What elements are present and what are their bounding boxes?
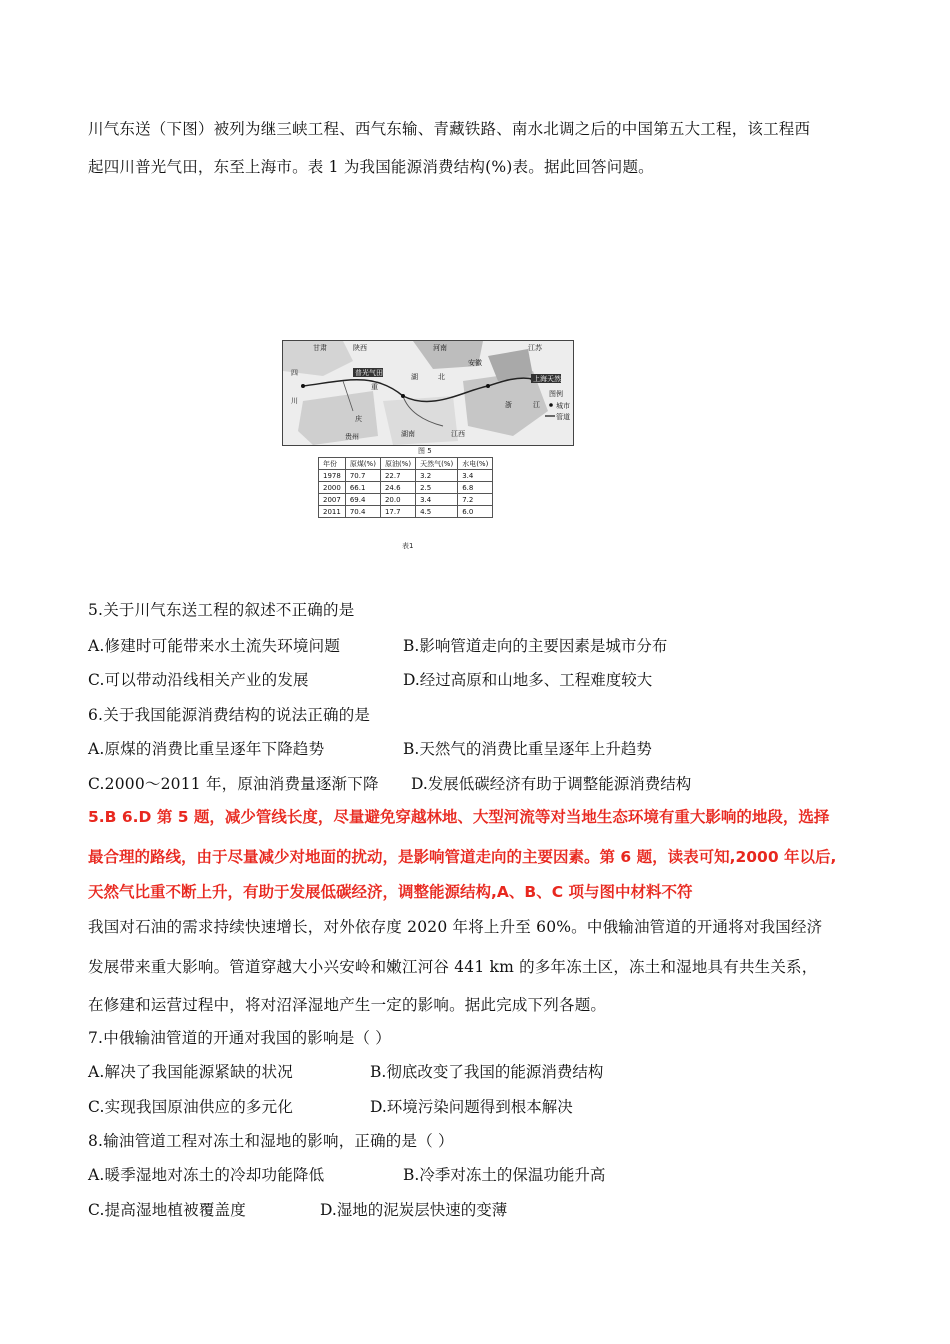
table-cell: 7.2: [458, 494, 493, 506]
pipeline-map: [282, 340, 574, 446]
map-caption: 图 5: [418, 447, 432, 455]
table-row: [319, 494, 493, 506]
q7-option-d: D.环境污染问题得到根本解决: [370, 1098, 573, 1116]
map-label-puguang: 普光气田: [355, 369, 383, 377]
table-cell: 69.4: [345, 494, 380, 506]
q6-option-a: A.原煤的消费比重呈逐年下降趋势: [88, 740, 325, 758]
map-label-anhui: 安徽: [468, 359, 482, 367]
table-cell: 3.2: [416, 470, 458, 482]
map-label-shanghai: 上海天然: [533, 375, 561, 383]
table-cell: 2007: [319, 494, 346, 506]
map-label-shaanxi: 陕西: [353, 344, 367, 352]
q6-option-b: B.天然气的消费比重呈逐年上升趋势: [403, 740, 652, 758]
q7-option-a: A.解决了我国能源紧缺的状况: [88, 1063, 293, 1081]
map-label-guizhou: 贵州: [345, 433, 359, 441]
q6-stem: 6.关于我国能源消费结构的说法正确的是: [88, 706, 371, 724]
table-cell: 20.0: [380, 494, 415, 506]
answer-line-3: 天然气比重不断上升，有助于发展低碳经济，调整能源结构,A、B、C 项与图中材料不符: [88, 883, 693, 901]
q7-option-c: C.实现我国原油供应的多元化: [88, 1098, 294, 1116]
q7-stem: 7.中俄输油管道的开通对我国的影响是（ ）: [88, 1029, 391, 1047]
table-cell: 66.1: [345, 482, 380, 494]
q5-option-c: C.可以带动沿线相关产业的发展: [88, 671, 309, 689]
map-label-gansu: 甘肃: [313, 344, 327, 352]
answer-line-2: 最合理的路线，由于尽量减少对地面的扰动，是影响管道走向的主要因素。第 6 题，读表可知,2000 年以后,: [88, 848, 837, 866]
table-row: [319, 470, 493, 482]
q8-stem: 8.输油管道工程对冻土和湿地的影响，正确的是（ ）: [88, 1132, 454, 1150]
map-label-zhejiang-2: 江: [533, 401, 540, 409]
map-label-sichuan-2: 川: [291, 397, 298, 405]
q5-option-a: A.修建时可能带来水土流失环境问题: [88, 637, 341, 655]
map-label-jiangxi: 江西: [451, 430, 465, 438]
table-cell: 4.5: [416, 506, 458, 518]
table-cell: 22.7: [380, 470, 415, 482]
table-row: [319, 506, 493, 518]
map-legend-city: 城市: [556, 402, 570, 410]
map-graphic: [283, 341, 573, 445]
intro-line-2: 起四川普光气田，东至上海市。表 1 为我国能源消费结构(%)表。据此回答问题。: [88, 158, 654, 176]
intro-line-1: 川气东送（下图）被列为继三峡工程、西气东输、青藏铁路、南水北调之后的中国第五大工程，该工程西: [88, 120, 811, 138]
q6-option-d: D.发展低碳经济有助于调整能源消费结构: [411, 775, 692, 793]
table-header: 水电(%): [458, 458, 493, 470]
q8-option-c: C.提高湿地植被覆盖度: [88, 1201, 246, 1219]
q7-option-b: B.彻底改变了我国的能源消费结构: [370, 1063, 604, 1081]
map-legend-pipe: 管道: [556, 413, 570, 421]
map-label-sichuan-1: 四: [291, 369, 298, 377]
passage2-line-3: 在修建和运营过程中，将对沼泽湿地产生一定的影响。据此完成下列各题。: [88, 996, 607, 1014]
table-header: 年份: [319, 458, 346, 470]
map-legend-title: 图例: [549, 390, 563, 398]
table-row: [319, 482, 493, 494]
map-label-hubei-1: 湖: [411, 373, 418, 381]
q5-option-d: D.经过高原和山地多、工程难度较大: [403, 671, 653, 689]
map-label-zhejiang-1: 浙: [505, 401, 512, 409]
map-label-hunan: 湖南: [401, 430, 415, 438]
table-cell: 2011: [319, 506, 346, 518]
table-header: 天然气(%): [416, 458, 458, 470]
answer-line-1: 5.B 6.D 第 5 题，减少管线长度，尽量避免穿越林地、大型河流等对当地生态环境有重大影响的地段，选择: [88, 808, 830, 826]
table-cell: 6.8: [458, 482, 493, 494]
passage2-line-1: 我国对石油的需求持续快速增长，对外依存度 2020 年将上升至 60%。中俄输油管道的开通将对我国经济: [88, 918, 823, 936]
table-cell: 24.6: [380, 482, 415, 494]
passage2-line-2: 发展带来重大影响。管道穿越大小兴安岭和嫩江河谷 441 km 的多年冻土区，冻土和湿地具有共生关系，: [88, 958, 818, 976]
map-label-chongqing-1: 重: [371, 383, 378, 391]
q6-option-c: C.2000～2011 年，原油消费量逐渐下降: [88, 775, 379, 793]
map-label-jiangsu: 江苏: [528, 344, 542, 352]
figure: [282, 340, 572, 552]
table-header: 原油(%): [380, 458, 415, 470]
table-cell: 70.4: [345, 506, 380, 518]
map-label-henan: 河南: [433, 344, 447, 352]
table-header-row: [319, 458, 493, 470]
q8-option-a: A.暖季湿地对冻土的冷却功能降低: [88, 1166, 325, 1184]
q8-option-d: D.湿地的泥炭层快速的变薄: [320, 1201, 508, 1219]
map-label-hubei-2: 北: [438, 373, 445, 381]
table-cell: 3.4: [416, 494, 458, 506]
table-cell: 1978: [319, 470, 346, 482]
table-cell: 2000: [319, 482, 346, 494]
table-header: 原煤(%): [345, 458, 380, 470]
q8-option-b: B.冷季对冻土的保温功能升高: [403, 1166, 606, 1184]
q5-option-b: B.影响管道走向的主要因素是城市分布: [403, 637, 668, 655]
energy-table: [318, 457, 493, 518]
table-caption: 表1: [402, 542, 414, 550]
table-cell: 2.5: [416, 482, 458, 494]
map-label-chongqing-2: 庆: [355, 415, 362, 423]
table-cell: 17.7: [380, 506, 415, 518]
table-cell: 6.0: [458, 506, 493, 518]
table-cell: 3.4: [458, 470, 493, 482]
q5-stem: 5.关于川气东送工程的叙述不正确的是: [88, 601, 355, 619]
table-cell: 70.7: [345, 470, 380, 482]
